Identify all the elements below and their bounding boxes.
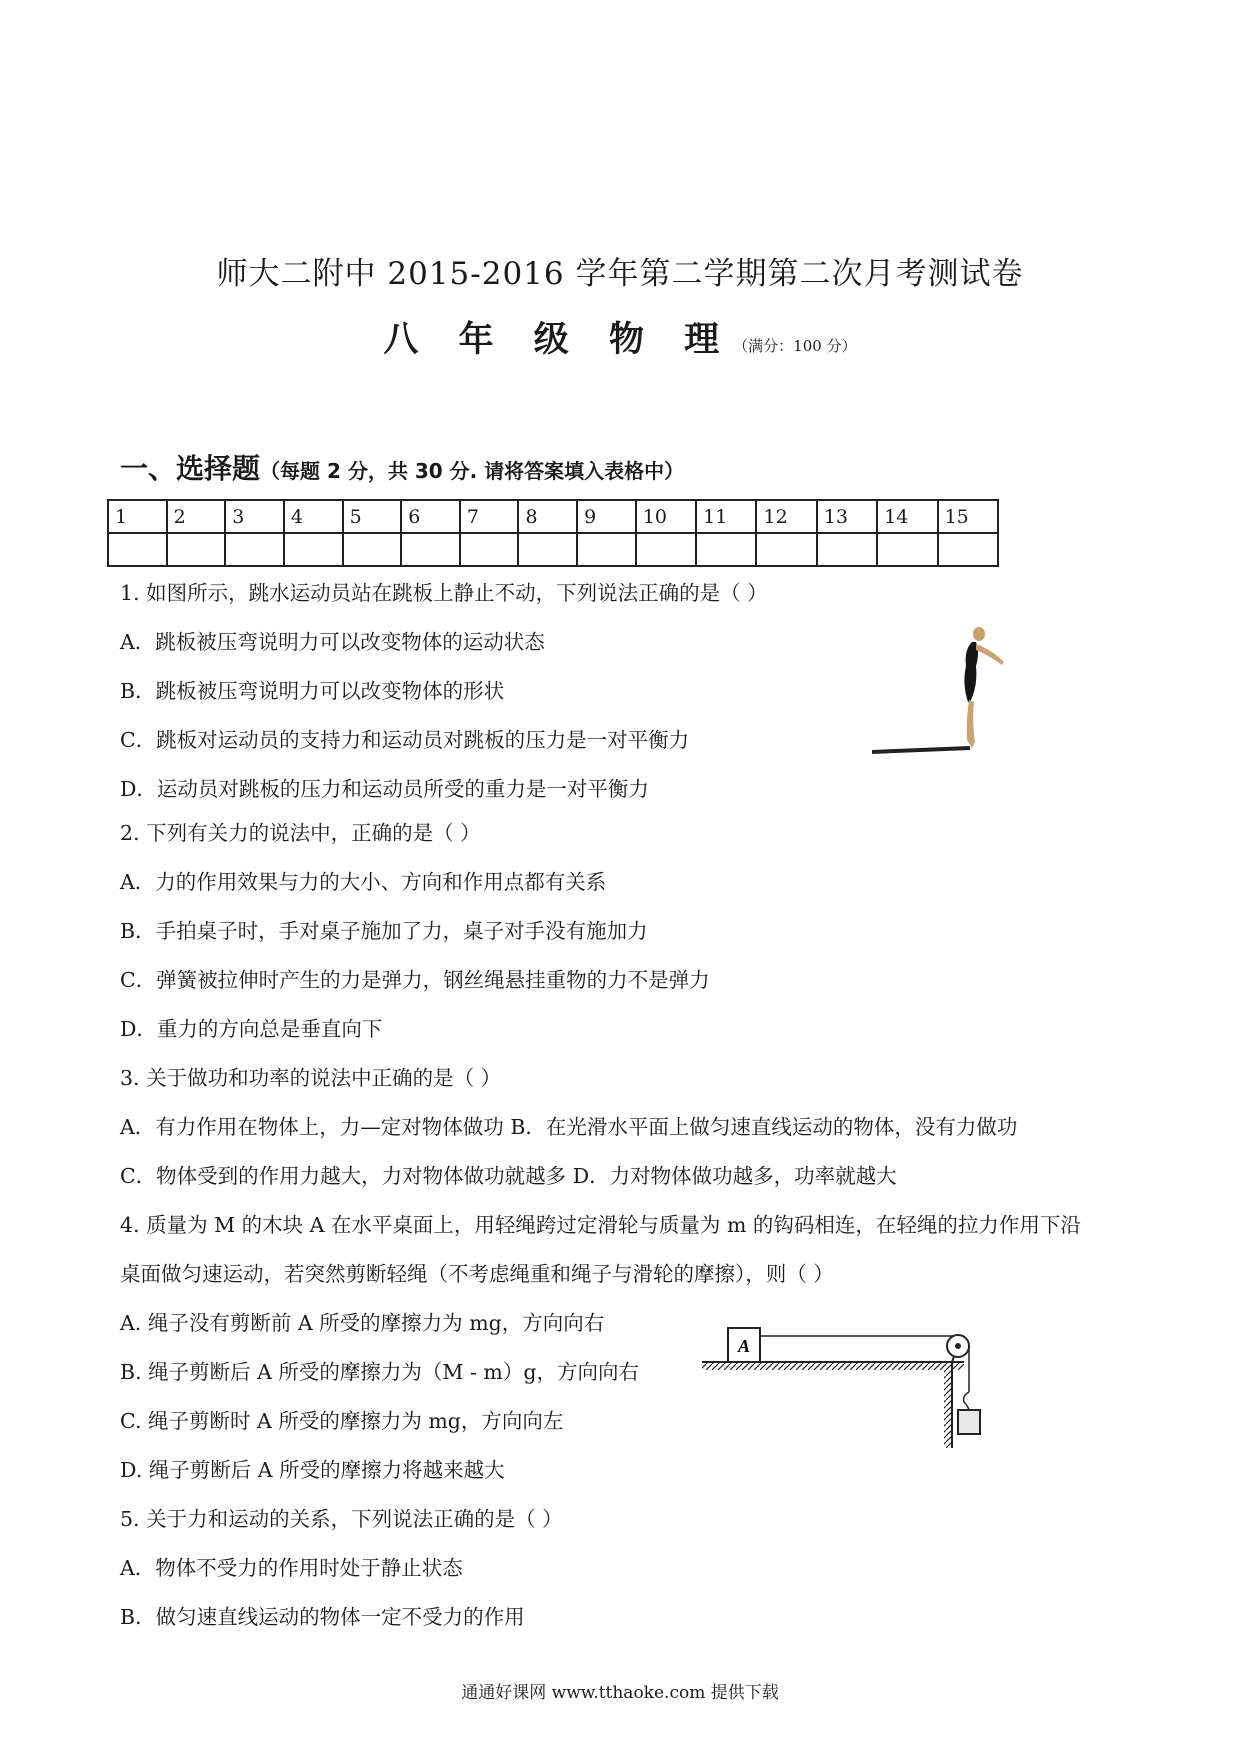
hook (964, 1392, 969, 1410)
answer-number-cell: 13 (817, 500, 877, 533)
answer-cell[interactable] (401, 533, 460, 566)
diver-figure (868, 620, 1018, 760)
question-4-option-c: C. 绳子剪断时 A 所受的摩擦力为 mg，方向向左 (120, 1409, 564, 1433)
answer-cell[interactable] (343, 533, 402, 566)
question-2-option-d: D．重力的方向总是垂直向下 (120, 1017, 383, 1041)
question-4-stem-line1: 4. 质量为 M 的木块 A 在水平桌面上，用轻绳跨过定滑轮与质量为 m 的钩码相连，在轻绳的拉力作用下沿 (120, 1213, 1081, 1237)
question-3-options-ab: A．有力作用在物体上，力—定对物体做功 B．在光滑水平面上做匀速直线运动的物体，没有力做功 (120, 1115, 1018, 1139)
answer-number-cell: 11 (696, 500, 756, 533)
answer-cell[interactable] (167, 533, 226, 566)
answer-number-cell: 15 (938, 500, 998, 533)
question-5-stem: 5. 关于力和运动的关系，下列说法正确的是（ ） (120, 1507, 563, 1531)
answer-number-cell: 12 (756, 500, 816, 533)
answer-number-cell: 14 (877, 500, 937, 533)
answer-number-cell: 8 (518, 500, 577, 533)
answer-number-cell: 4 (284, 500, 343, 533)
answer-number-cell: 6 (401, 500, 460, 533)
diver-silhouette (964, 627, 1004, 748)
answer-cell[interactable] (108, 533, 167, 566)
question-4-option-b: B. 绳子剪断后 A 所受的摩擦力为（M - m）g，方向向右 (120, 1360, 639, 1384)
table-hatching (702, 1363, 964, 1370)
answer-number-cell: 3 (225, 500, 284, 533)
footer-source: 通通好课网 www.tthaoke.com 提供下载 (461, 1683, 779, 1703)
answer-number-cell: 5 (343, 500, 402, 533)
answer-table (107, 499, 999, 567)
answer-number-cell: 9 (577, 500, 636, 533)
answer-table-input-row (108, 533, 998, 566)
section-title: 一、选择题 (120, 452, 261, 485)
block-a-label: A (737, 1336, 751, 1356)
question-4-stem-line2: 桌面做匀速运动，若突然剪断轻绳（不考虑绳重和绳子与滑轮的摩擦），则（ ） (120, 1262, 834, 1286)
answer-cell[interactable] (460, 533, 519, 566)
question-4-option-d: D. 绳子剪断后 A 所受的摩擦力将越来越大 (120, 1458, 505, 1482)
answer-cell[interactable] (284, 533, 343, 566)
question-3-stem: 3. 关于做功和功率的说法中正确的是（ ） (120, 1066, 502, 1090)
question-2-option-c: C．弹簧被拉伸时产生的力是弹力，钢丝绳悬挂重物的力不是弹力 (120, 968, 710, 992)
answer-cell[interactable] (756, 533, 816, 566)
pulley-diagram (700, 1310, 1010, 1460)
question-1-option-d: D．运动员对跳板的压力和运动员所受的重力是一对平衡力 (120, 777, 649, 801)
question-2-option-b: B．手拍桌子时，手对桌子施加了力，桌子对手没有施加力 (120, 919, 648, 943)
answer-cell[interactable] (938, 533, 998, 566)
question-1-stem: 1. 如图所示，跳水运动员站在跳板上静止不动，下列说法正确的是（ ） (120, 581, 768, 605)
question-5-option-a: A．物体不受力的作用时处于静止状态 (120, 1556, 463, 1580)
springboard (872, 748, 970, 752)
question-1-option-c: C．跳板对运动员的支持力和运动员对跳板的压力是一对平衡力 (120, 728, 690, 752)
section-note: （每题 2 分，共 30 分. 请将答案填入表格中） (260, 459, 685, 483)
answer-number-cell: 10 (636, 500, 696, 533)
hook-weight (958, 1410, 980, 1434)
question-1-option-a: A．跳板被压弯说明力可以改变物体的运动状态 (120, 630, 545, 654)
question-2-option-a: A．力的作用效果与力的大小、方向和作用点都有关系 (120, 870, 607, 894)
section-heading (120, 447, 684, 487)
answer-cell[interactable] (577, 533, 636, 566)
question-2-stem: 2. 下列有关力的说法中，正确的是（ ） (120, 821, 481, 845)
edge-hatching (944, 1370, 951, 1448)
question-1-option-b: B．跳板被压弯说明力可以改变物体的形状 (120, 679, 505, 703)
answer-cell[interactable] (636, 533, 696, 566)
question-4-option-a: A. 绳子没有剪断前 A 所受的摩擦力为 mg，方向向右 (120, 1311, 605, 1335)
answer-number-cell: 2 (167, 500, 226, 533)
answer-number-cell: 7 (460, 500, 519, 533)
pulley-axle (955, 1343, 961, 1349)
answer-number-cell: 1 (108, 500, 167, 533)
answer-table-header-row (108, 500, 998, 533)
full-score-note: （满分：100 分） (733, 337, 857, 355)
answer-cell[interactable] (696, 533, 756, 566)
question-5-option-b: B．做匀速直线运动的物体一定不受力的作用 (120, 1605, 525, 1629)
question-3-options-cd: C．物体受到的作用力越大，力对物体做功就越多 D．力对物体做功越多，功率就越大 (120, 1164, 897, 1188)
exam-title: 师大二附中 2015-2016 学年第二学期第二次月考测试卷 (216, 256, 1024, 292)
answer-cell[interactable] (518, 533, 577, 566)
subject-title (0, 312, 1240, 362)
subject-name: 八 年 级 物 理 (383, 320, 734, 360)
answer-cell[interactable] (877, 533, 937, 566)
answer-cell[interactable] (817, 533, 877, 566)
answer-cell[interactable] (225, 533, 284, 566)
